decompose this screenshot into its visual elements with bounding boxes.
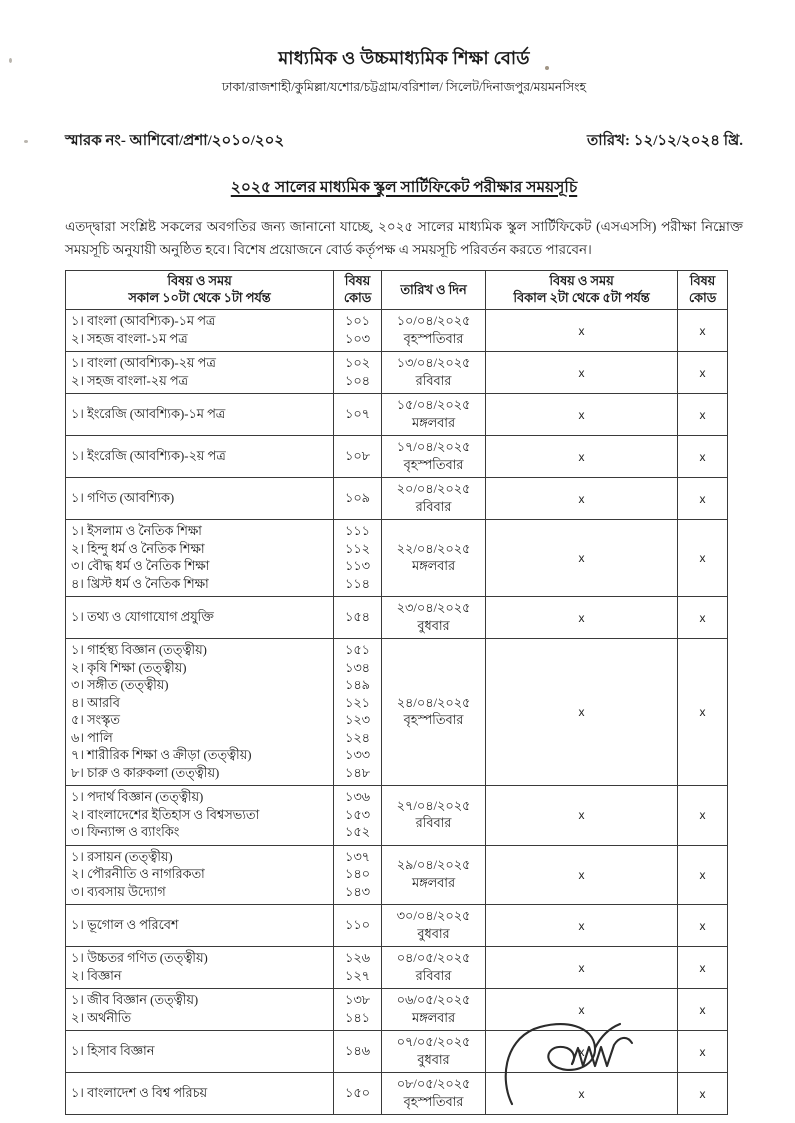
subject-code: ১৪১	[345, 1010, 370, 1025]
scan-artifact-dot	[545, 66, 549, 70]
subject-am-cell	[66, 436, 334, 478]
subject-label: ৩। বৌদ্ধ ধর্ম ও নৈতিক শিক্ষা	[71, 559, 210, 573]
table-row	[66, 947, 728, 989]
exam-schedule-table	[65, 270, 728, 1115]
date-day-cell	[382, 520, 486, 597]
table-row	[66, 597, 728, 639]
subject-code: ১৩৬	[345, 790, 370, 804]
subject-code: ১২১	[345, 695, 370, 710]
subject-am-cell	[66, 905, 334, 947]
pm-code-cell: x	[678, 520, 728, 597]
subject-code: ১২৭	[345, 968, 370, 983]
signature	[498, 1018, 666, 1114]
exam-date: ২৭/০৪/২০২৫	[396, 798, 471, 813]
subject-code: ১৫০	[345, 1085, 370, 1100]
pm-subject-cell: x	[486, 989, 678, 1031]
exam-day: বুধবার	[417, 1052, 450, 1067]
subject-label: ১। ইংরেজি (আবশ্যিক)-১ম পত্র	[71, 406, 226, 421]
subject-label: ৫। সংস্কৃত	[71, 713, 120, 727]
subject-label: ৪। আরবি	[71, 695, 120, 710]
subject-am-cell	[66, 845, 334, 905]
subject-code: ১১১	[345, 524, 370, 538]
subject-code: ১০১	[345, 314, 370, 328]
subject-code: ১০২	[345, 356, 370, 370]
table-row	[66, 436, 728, 478]
subject-am-cell	[66, 597, 334, 639]
schedule-table-body	[66, 310, 728, 1115]
subject-code: ১৪৩	[345, 884, 370, 899]
pm-code-cell: x	[678, 905, 728, 947]
table-row	[66, 352, 728, 394]
exam-day: রবিবার	[415, 373, 452, 388]
subject-code-cell	[334, 786, 382, 846]
subject-label: ২। অর্থনীতি	[71, 1010, 132, 1025]
subject-label: ২। সহজ বাংলা-২য় পত্র	[71, 373, 188, 388]
date-day-cell	[382, 786, 486, 846]
date-day-cell	[382, 352, 486, 394]
subject-label: ৩। ব্যবসায় উদ্যোগ	[71, 884, 166, 899]
subject-code: ১৪৮	[345, 765, 370, 780]
pm-code-cell: x	[678, 1073, 728, 1115]
subject-label: ১। গার্হস্থ্য বিজ্ঞান (তত্ত্বীয়)	[71, 643, 207, 657]
subject-label: ৩। সঙ্গীত (তত্ত্বীয়)	[71, 678, 169, 692]
subject-am-cell	[66, 520, 334, 597]
date-day-cell	[382, 905, 486, 947]
subject-code: ১২৪	[345, 730, 370, 745]
subject-code: ১৩৭	[345, 849, 370, 864]
subject-code: ১১০	[345, 917, 370, 932]
subject-code: ১১৩	[345, 559, 370, 573]
exam-date: ০৬/০৫/২০২৫	[396, 993, 471, 1007]
subject-code: ১৪৬	[345, 1043, 370, 1058]
page-title: ২০২৫ সালের মাধ্যমিক স্কুল সার্টিফিকেট পরীক্ষার সময়সূচি	[230, 179, 578, 196]
pm-code-cell: x	[678, 310, 728, 352]
pm-subject-cell: x	[486, 478, 678, 520]
table-row	[66, 845, 728, 905]
pm-code-cell: x	[678, 639, 728, 786]
exam-day: বৃহস্পতিবার	[403, 331, 464, 346]
subject-code: ১৪০	[345, 867, 370, 881]
subject-label: ৩। ফিন্যান্স ও ব্যাংকিং	[71, 825, 180, 839]
subject-code-cell	[334, 1031, 382, 1073]
table-row	[66, 520, 728, 597]
subject-code-cell	[334, 436, 382, 478]
exam-day: বুধবার	[417, 618, 450, 633]
subject-am-cell	[66, 989, 334, 1031]
pm-subject-cell: x	[486, 394, 678, 436]
subject-label: ১। রসায়ন (তত্ত্বীয়)	[71, 849, 173, 864]
exam-date: ১০/০৪/২০২৫	[396, 314, 471, 328]
exam-date: ২৪/০৪/২০২৫	[396, 695, 471, 710]
pm-subject-cell: x	[486, 947, 678, 989]
board-title: মাধ্যমিক ও উচ্চমাধ্যমিক শিক্ষা বোর্ড	[278, 48, 530, 68]
pm-subject-cell: x	[486, 436, 678, 478]
date-day-cell	[382, 478, 486, 520]
table-row	[66, 905, 728, 947]
subject-code-cell	[334, 947, 382, 989]
subject-code: ১৩৩	[345, 748, 370, 762]
pm-subject-cell: x	[486, 597, 678, 639]
subject-code-cell	[334, 989, 382, 1031]
subject-label: ১। উচ্চতর গণিত (তত্ত্বীয়)	[71, 951, 208, 965]
subject-am-cell	[66, 352, 334, 394]
date-day-cell	[382, 597, 486, 639]
subject-label: ১। বাংলা (আবশ্যিক)-১ম পত্র	[71, 314, 216, 328]
exam-day: বৃহস্পতিবার	[403, 713, 464, 727]
exam-date: ১৭/০৪/২০২৫	[396, 440, 471, 454]
table-row	[66, 478, 728, 520]
subject-code: ১০৯	[345, 490, 370, 505]
exam-date: ০৪/০৫/২০২৫	[396, 951, 471, 965]
subject-label: ১। ভূগোল ও পরিবেশ	[71, 917, 179, 932]
subject-code-cell	[334, 905, 382, 947]
table-row	[66, 639, 728, 786]
pm-code-cell: x	[678, 947, 728, 989]
exam-day: বৃহস্পতিবার	[403, 457, 464, 472]
pm-subject-cell: x	[486, 1073, 678, 1115]
date-day-cell	[382, 394, 486, 436]
subject-code: ১৩৪	[345, 660, 370, 675]
pm-subject-cell: x	[486, 845, 678, 905]
subject-label: ৮। চারু ও কারুকলা (তত্ত্বীয়)	[71, 765, 220, 780]
subject-am-cell	[66, 1031, 334, 1073]
exam-date: ০৭/০৫/২০২৫	[396, 1035, 471, 1049]
exam-date: ২২/০৪/২০২৫	[396, 541, 471, 556]
exam-date: ০৮/০৫/২০২৫	[396, 1077, 471, 1091]
subject-am-cell	[66, 310, 334, 352]
date-day-cell	[382, 310, 486, 352]
exam-date: ৩০/০৪/২০২৫	[396, 909, 471, 923]
subject-code: ১৫৩	[345, 807, 370, 822]
table-row	[66, 394, 728, 436]
subject-label: ১। গণিত (আবশ্যিক)	[71, 490, 175, 505]
date-day-cell	[382, 845, 486, 905]
subject-am-cell	[66, 394, 334, 436]
exam-date: ২৩/০৪/২০২৫	[396, 601, 471, 615]
pm-code-cell: x	[678, 352, 728, 394]
pm-code-cell: x	[678, 478, 728, 520]
subject-label: ২। বিজ্ঞান	[71, 968, 122, 983]
exam-day: বৃহস্পতিবার	[403, 1094, 464, 1109]
subject-code: ১০৭	[345, 406, 370, 421]
subject-code-cell	[334, 639, 382, 786]
pm-code-cell: x	[678, 597, 728, 639]
subject-code: ১২৬	[345, 951, 370, 965]
exam-day: রবিবার	[415, 499, 452, 514]
subject-am-cell	[66, 947, 334, 989]
exam-date: ১৫/০৪/২০২৫	[396, 398, 471, 412]
subject-label: ১। বাংলা (আবশ্যিক)-২য় পত্র	[71, 356, 216, 370]
subject-code: ১৩৮	[345, 993, 370, 1007]
subject-code: ১৫২	[345, 825, 370, 839]
header-subject-am: বিষয় ও সময় সকাল ১০টা থেকে ১টা পর্যন্ত	[66, 271, 334, 310]
subject-label: ২। সহজ বাংলা-১ম পত্র	[71, 331, 188, 346]
subject-code-cell	[334, 394, 382, 436]
table-header-row	[66, 271, 728, 310]
subject-am-cell	[66, 1073, 334, 1115]
pm-subject-cell: x	[486, 786, 678, 846]
subject-label: ১। ইসলাম ও নৈতিক শিক্ষা	[71, 524, 202, 538]
subject-label: ২। হিন্দু ধর্ম ও নৈতিক শিক্ষা	[71, 541, 205, 556]
subject-am-cell	[66, 786, 334, 846]
subject-label: ১। পদার্থ বিজ্ঞান (তত্ত্বীয়)	[71, 790, 204, 804]
memo-number: স্মারক নং- আশিবো/প্রশা/২০১০/২০২	[65, 133, 285, 149]
date-day-cell	[382, 436, 486, 478]
subject-code: ১২৩	[345, 713, 370, 727]
subject-code: ১৫৪	[345, 609, 370, 624]
pm-code-cell: x	[678, 786, 728, 846]
subject-label: ১। হিসাব বিজ্ঞান	[71, 1043, 155, 1058]
pm-code-cell: x	[678, 989, 728, 1031]
subject-code: ১০৮	[345, 448, 370, 463]
exam-date: ১৩/০৪/২০২৫	[396, 356, 471, 370]
header-subject-pm: বিষয় ও সময় বিকাল ২টা থেকে ৫টা পর্যন্ত	[486, 271, 678, 310]
subject-label: ১। বাংলাদেশ ও বিশ্ব পরিচয়	[71, 1085, 208, 1100]
subject-code-cell	[334, 310, 382, 352]
subject-label: ১। জীব বিজ্ঞান (তত্ত্বীয়)	[71, 993, 199, 1007]
subject-label: ৬। পালি	[71, 730, 113, 745]
pm-code-cell: x	[678, 436, 728, 478]
issue-date: তারিখ: ১২/১২/২০২৪ খ্রি.	[587, 133, 743, 149]
subject-code-cell	[334, 1073, 382, 1115]
pm-subject-cell: x	[486, 310, 678, 352]
date-day-cell	[382, 1073, 486, 1115]
subject-label: ২। কৃষি শিক্ষা (তত্ত্বীয়)	[71, 660, 187, 675]
exam-date: ২৯/০৪/২০২৫	[396, 858, 471, 873]
exam-day: রবিবার	[415, 968, 452, 983]
intro-paragraph: এতদ্দ্বারা সংশ্লিষ্ট সকলের অবগতির জন্য জানানো যাচ্ছে, ২০২৫ সালের মাধ্যমিক স্কুল সার্টিফিকেট (এসএসসি) পরীক্ষা নিম্নোক্ত সময়সূচি অনুযায়ী অনুষ্ঠিত হবে। বিশেষ প্রয়োজনে বোর্ড কর্তৃপক্ষ এ সময়সূচি পরিবর্তন করতে পারবেন।	[65, 219, 743, 257]
exam-day: রবিবার	[415, 816, 452, 831]
pm-subject-cell: x	[486, 639, 678, 786]
scan-speck	[24, 140, 28, 143]
subject-code-cell	[334, 597, 382, 639]
subject-code-cell	[334, 478, 382, 520]
table-row	[66, 786, 728, 846]
subject-am-cell	[66, 639, 334, 786]
subject-code: ১৫১	[345, 643, 370, 657]
exam-day: মঙ্গলবার	[411, 415, 455, 430]
exam-day: মঙ্গলবার	[411, 875, 455, 890]
subject-code: ১০৪	[345, 373, 370, 388]
pm-subject-cell: x	[486, 352, 678, 394]
pm-code-cell: x	[678, 845, 728, 905]
subject-label: ৪। খ্রিস্ট ধর্ম ও নৈতিক শিক্ষা	[71, 576, 209, 591]
subject-label: ২। পৌরনীতি ও নাগরিকতা	[71, 867, 205, 881]
subject-code-cell	[334, 352, 382, 394]
pm-subject-cell: x	[486, 1031, 678, 1073]
subject-am-cell	[66, 478, 334, 520]
date-day-cell	[382, 989, 486, 1031]
exam-day: মঙ্গলবার	[411, 559, 455, 573]
subject-code: ১১২	[345, 541, 370, 556]
header-date-day: তারিখ ও দিন	[382, 271, 486, 310]
exam-day: বুধবার	[417, 926, 450, 941]
date-day-cell	[382, 639, 486, 786]
board-regions: ঢাকা/রাজশাহী/কুমিল্লা/যশোর/চট্টগ্রাম/বরিশাল/ সিলেট/দিনাজপুর/ময়মনসিংহ	[221, 80, 587, 94]
subject-code-cell	[334, 845, 382, 905]
subject-label: ২। বাংলাদেশের ইতিহাস ও বিশ্বসভ্যতা	[71, 807, 260, 822]
subject-code-cell	[334, 520, 382, 597]
subject-label: ১। তথ্য ও যোগাযোগ প্রযুক্তি	[71, 609, 214, 624]
subject-code: ১৪৯	[345, 678, 370, 692]
table-row	[66, 310, 728, 352]
header-subject-code-am: বিষয় কোড	[334, 271, 382, 310]
pm-subject-cell: x	[486, 905, 678, 947]
subject-code: ১০৩	[345, 331, 370, 346]
exam-day: মঙ্গলবার	[411, 1010, 455, 1025]
pm-code-cell: x	[678, 1031, 728, 1073]
date-day-cell	[382, 1031, 486, 1073]
subject-code: ১১৪	[345, 576, 370, 591]
date-day-cell	[382, 947, 486, 989]
pm-subject-cell: x	[486, 520, 678, 597]
memo-row	[65, 129, 743, 154]
pm-code-cell: x	[678, 394, 728, 436]
subject-label: ১। ইংরেজি (আবশ্যিক)-২য় পত্র	[71, 448, 226, 463]
subject-label: ৭। শারীরিক শিক্ষা ও ক্রীড়া (তত্ত্বীয়)	[71, 748, 252, 762]
exam-date: ২০/০৪/২০২৫	[396, 482, 471, 496]
scan-speck	[9, 58, 12, 63]
header-subject-code-pm: বিষয় কোড	[678, 271, 728, 310]
